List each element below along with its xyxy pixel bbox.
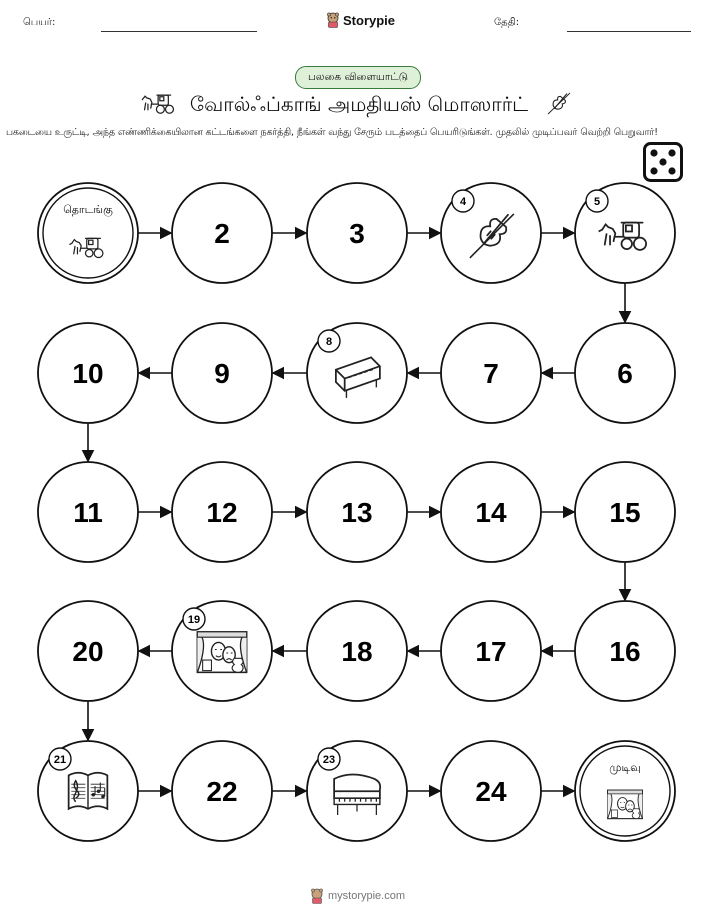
finish-label: முடிவு (609, 761, 641, 774)
space-number: 15 (609, 497, 641, 528)
board-space-21[interactable] (38, 741, 138, 841)
space-number: 21 (53, 754, 67, 766)
board-space-3[interactable] (307, 183, 407, 283)
music-book-icon (69, 773, 108, 809)
space-number: 8 (325, 336, 333, 348)
space-number: 17 (475, 636, 507, 667)
space-number: 5 (593, 196, 601, 208)
space-number: 7 (483, 358, 499, 389)
space-number: 11 (73, 497, 103, 528)
board-space-2[interactable] (172, 183, 272, 283)
start-label: தொடங்கு (63, 203, 113, 216)
board-space-19[interactable] (172, 601, 272, 701)
finish-space[interactable] (575, 741, 675, 841)
board-space-13[interactable] (307, 462, 407, 562)
start-space[interactable] (38, 183, 138, 283)
footer (310, 888, 405, 904)
board-space-8[interactable] (307, 323, 407, 423)
board-space-9[interactable] (172, 323, 272, 423)
board-space-20[interactable] (38, 601, 138, 701)
board-space-6[interactable] (575, 323, 675, 423)
board-space-5[interactable] (575, 183, 675, 283)
space-number: 4 (459, 196, 467, 208)
game-type-badge: பலகை விளையாட்டு (295, 66, 421, 89)
space-number: 18 (341, 636, 373, 667)
brand-name: Storypie (343, 12, 396, 28)
name-label: பெயர்: (23, 17, 56, 28)
space-number: 16 (609, 636, 641, 667)
footer-url[interactable]: mystorypie.com (328, 890, 406, 902)
space-number: 22 (206, 776, 238, 807)
space-number: 12 (206, 497, 238, 528)
board-space-18[interactable] (307, 601, 407, 701)
space-number: 19 (187, 614, 201, 626)
board-space-16[interactable] (575, 601, 675, 701)
board-space-17[interactable] (441, 601, 541, 701)
board-space-12[interactable] (172, 462, 272, 562)
space-number: 9 (214, 358, 230, 389)
space-number: 2 (214, 218, 230, 249)
space-number: 24 (475, 776, 507, 807)
space-circle (38, 183, 138, 283)
board-space-7[interactable] (441, 323, 541, 423)
space-number: 3 (349, 218, 365, 249)
board-space-10[interactable] (38, 323, 138, 423)
space-number: 13 (341, 497, 373, 528)
instructions: பகடையை உருட்டி, அந்த எண்ணிக்கையிலான கட்டங்களை நகர்த்தி, நீங்கள் வந்து சேரும் படத்தைப் பெயரிடுங்கள். முதலில் முடிப்பவர் வெற்றி பெறுவார்! (6, 127, 659, 138)
space-number: 14 (475, 497, 507, 528)
board-space-22[interactable] (172, 741, 272, 841)
board-space-4[interactable] (441, 183, 541, 283)
page-title: வோல்ஃப்காங் அமதியஸ் மொஸார்ட் (189, 92, 529, 116)
board-space-24[interactable] (441, 741, 541, 841)
space-number: 23 (322, 754, 336, 766)
board-space-14[interactable] (441, 462, 541, 562)
storypie-mascot-icon (310, 888, 324, 904)
space-number: 6 (617, 358, 633, 389)
board-space-15[interactable] (575, 462, 675, 562)
space-number: 10 (72, 358, 104, 389)
board-space-23[interactable] (307, 741, 407, 841)
board-space-11[interactable] (38, 462, 138, 562)
date-label: தேதி: (494, 17, 520, 28)
space-number: 20 (72, 636, 104, 667)
